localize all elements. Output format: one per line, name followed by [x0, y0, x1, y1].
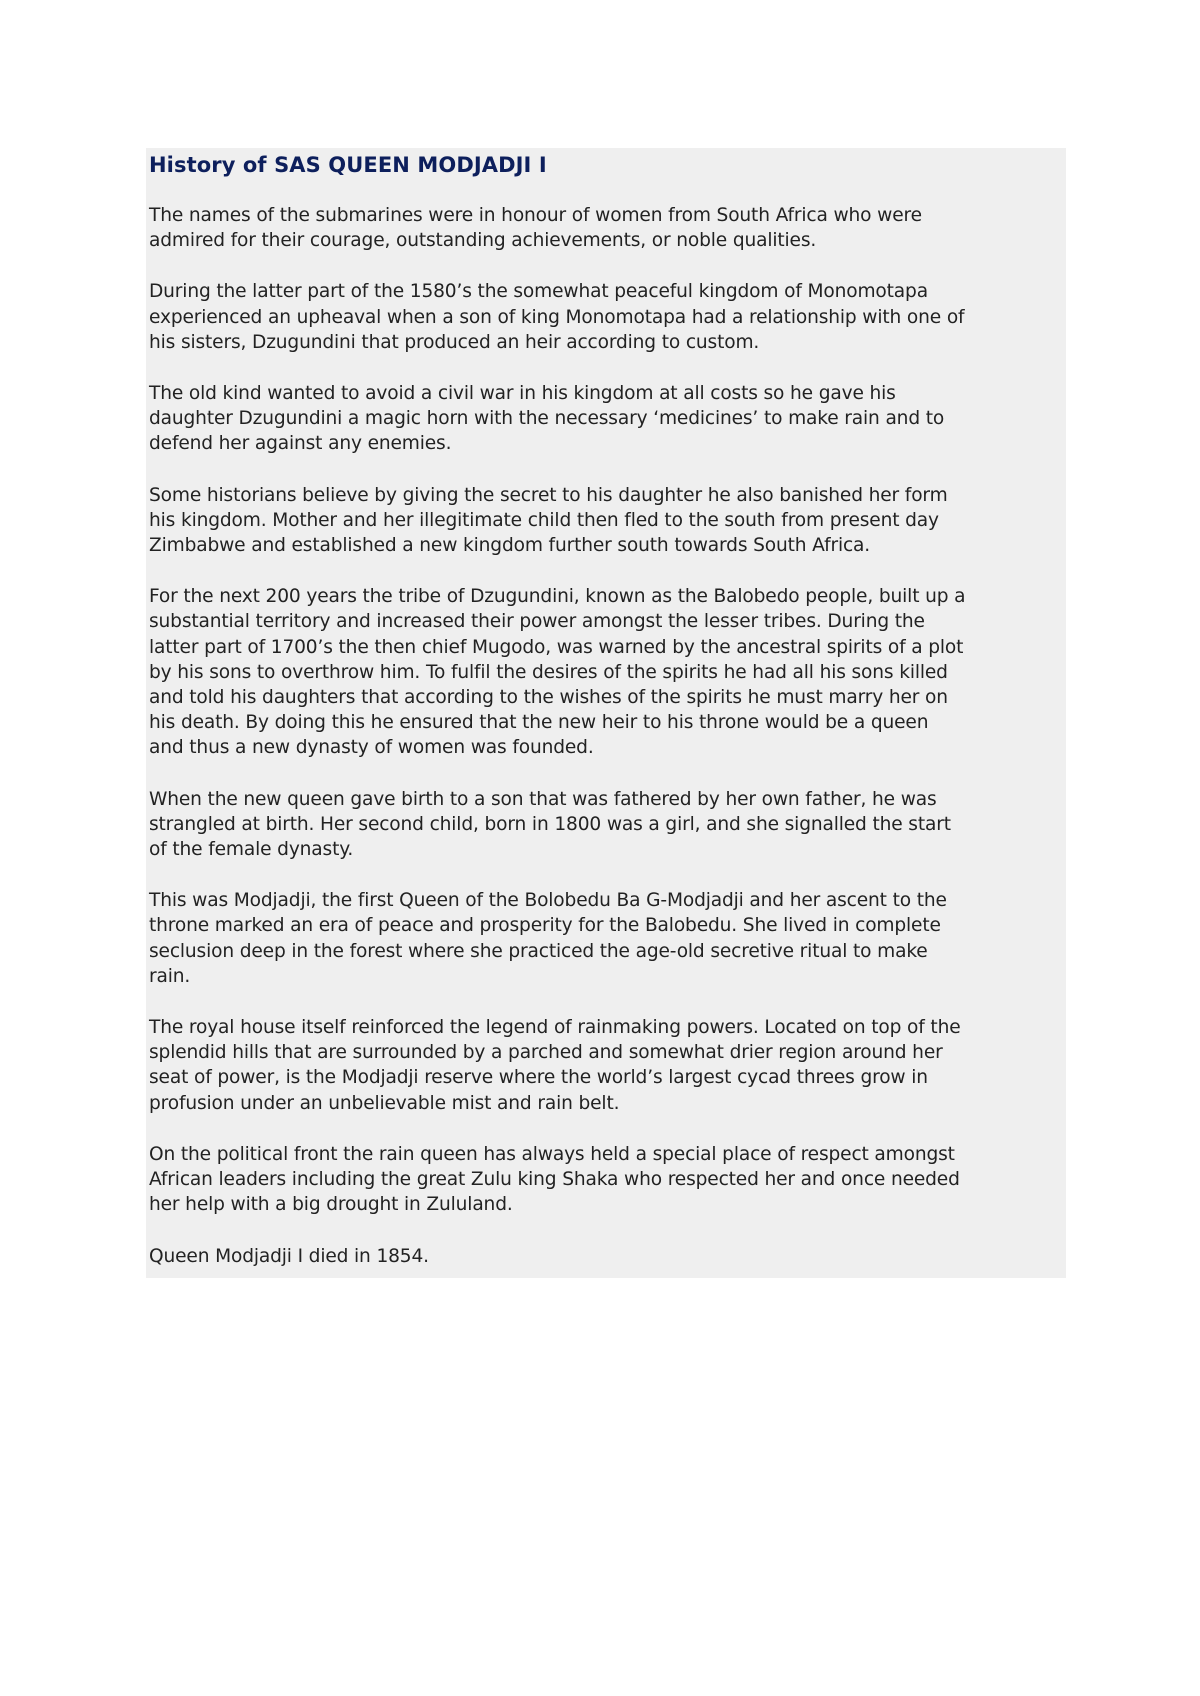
spacer [149, 989, 1063, 1015]
spacer [149, 457, 1063, 483]
article-box [146, 148, 1066, 1278]
spacer [149, 862, 1063, 888]
paragraph-8: The royal house itself reinforced the legend of rainmaking powers. Located on top of the splendid hills that are surrounded by a parched and somewhat drier region around her seat of power, is the Modjadji reserve where the world’s largest cycad threes grow in profusion under an unbelievable mist and rain belt. [149, 1017, 961, 1114]
spacer [149, 558, 1063, 584]
paragraph-4: Some historians believe by giving the secret to his daughter he also banished her form his kingdom. Mother and her illegitimate child then fled to the south from present day Zimbabwe and established a new kingdom further south towards South Africa. [149, 484, 948, 557]
spacer [149, 1218, 1063, 1244]
spacer [149, 1116, 1063, 1142]
paragraph-10: Queen Modjadji I died in 1854. [149, 1245, 429, 1267]
spacer [149, 355, 1063, 381]
paragraph-7: This was Modjadji, the first Queen of the Bolobedu Ba G-Modjadji and her ascent to the throne marked an era of peace and prosperity for the Balobedu. She lived in complete seclusion deep in the forest where she practiced the age-old secretive ritual to make rain. [149, 890, 947, 987]
spacer [149, 253, 1063, 279]
paragraph-9: On the political front the rain queen has always held a special place of respect amongst African leaders including the great Zulu king Shaka who respected her and once needed her help with a big drought in Zululand. [149, 1143, 960, 1216]
paragraph-1: The names of the submarines were in honour of women from South Africa who were admired for their courage, outstanding achievements, or noble qualities. [149, 205, 922, 252]
paragraph-6: When the new queen gave birth to a son that was fathered by her own father, he was strangled at birth. Her second child, born in 1800 was a girl, and she signalled the start of the female dynasty. [149, 788, 951, 861]
paragraph-5: For the next 200 years the tribe of Dzugundini, known as the Balobedo people, built up a substantial territory and increased their power amongst the lesser tribes. During the latter part of 1700’s the then chief Mugodo, was warned by the ancestral spirits of a plot by his sons to overthrow him. To fulfil the desires of the spirits he had all his sons killed and told his daughters that according to the wishes of the spirits he must marry her on his death. By doing this he ensured that the new heir to his throne would be a queen and thus a new dynasty of women was founded. [149, 586, 966, 759]
page-title: History of SAS QUEEN MODJADJI I [149, 153, 547, 177]
spacer [149, 761, 1063, 787]
spacer [149, 180, 1063, 203]
paragraph-3: The old kind wanted to avoid a civil war in his kingdom at all costs so he gave his daughter Dzugundini a magic horn with the necessary ‘medicines’ to make rain and to defend her against any enemies. [149, 383, 945, 455]
paragraph-2: During the latter part of the 1580’s the somewhat peaceful kingdom of Monomotapa experienced an upheaval when a son of king Monomotapa had a relationship with one of his sisters, Dzugundini that produced an heir according to custom. [149, 281, 965, 353]
